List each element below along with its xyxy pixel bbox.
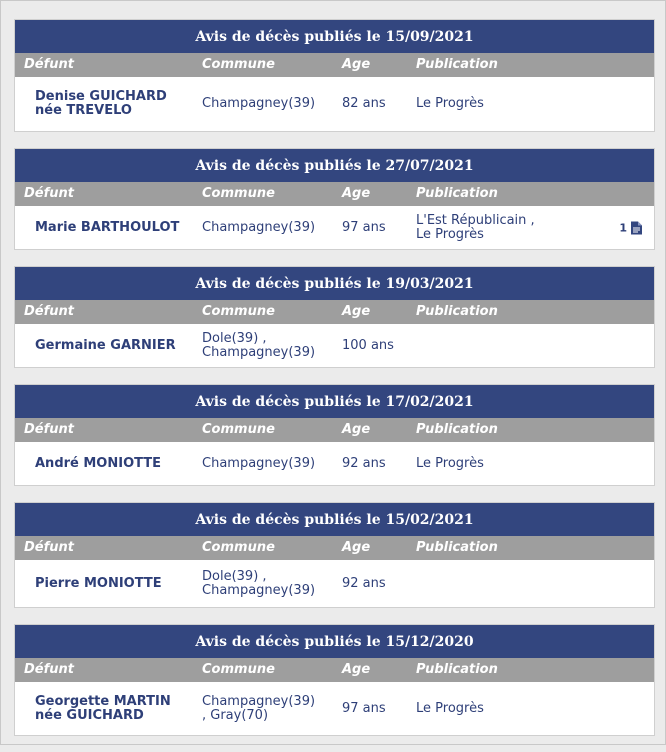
header-defunt: Défunt <box>24 304 74 319</box>
column-header-row <box>15 182 654 206</box>
header-defunt: Défunt <box>24 662 74 677</box>
defunt-name-line[interactable]: André MONIOTTE <box>35 455 162 471</box>
document-icon <box>631 221 642 234</box>
notice-card-title: Avis de décès publiés le 19/03/2021 <box>15 267 654 300</box>
defunt-name[interactable] <box>35 577 200 591</box>
commune-value <box>202 332 337 360</box>
defunt-name-line[interactable]: Denise GUICHARD <box>35 89 167 104</box>
notice-card-title: Avis de décès publiés le 27/07/2021 <box>15 149 654 182</box>
publication-value <box>416 97 566 111</box>
attachment-link[interactable] <box>619 221 642 234</box>
notice-row <box>15 442 654 485</box>
commune-value <box>202 570 337 598</box>
commune-value <box>202 221 337 235</box>
defunt-name-line[interactable]: Pierre MONIOTTE <box>35 575 162 591</box>
notice-card <box>14 19 655 132</box>
header-publication: Publication <box>416 186 498 201</box>
header-publication: Publication <box>416 422 498 437</box>
defunt-name-line[interactable]: née TREVELO <box>35 103 132 118</box>
header-commune: Commune <box>202 304 275 319</box>
header-publication: Publication <box>416 540 498 555</box>
publication-value <box>416 214 566 242</box>
commune-value-line: , Gray(70) <box>202 707 269 723</box>
column-header-row <box>15 658 654 682</box>
attachment-count: 1 <box>619 221 627 234</box>
notice-row <box>15 560 654 607</box>
commune-value-line: Champagney(39) <box>202 582 316 598</box>
defunt-name[interactable] <box>35 695 200 723</box>
notice-card <box>14 148 655 250</box>
defunt-name[interactable] <box>35 90 200 118</box>
commune-value <box>202 457 337 471</box>
header-defunt: Défunt <box>24 186 74 201</box>
notice-row <box>15 77 654 131</box>
notice-card <box>14 624 655 736</box>
commune-value-line: Champagney(39) <box>202 96 316 111</box>
defunt-name-line[interactable]: Marie BARTHOULOT <box>35 219 180 235</box>
publication-value-line: Le Progrès <box>416 455 484 471</box>
notice-card <box>14 502 655 608</box>
header-commune: Commune <box>202 662 275 677</box>
notice-row <box>15 206 654 249</box>
header-commune: Commune <box>202 57 275 72</box>
header-publication: Publication <box>416 304 498 319</box>
age-value: 100 ans <box>342 337 394 353</box>
publication-value-line: Le Progrès <box>416 226 484 242</box>
age-value: 82 ans <box>342 96 386 111</box>
header-age: Age <box>342 540 371 555</box>
column-header-row <box>15 418 654 442</box>
header-publication: Publication <box>416 57 498 72</box>
commune-value-line: Dole(39) , <box>202 330 267 346</box>
publication-value <box>416 457 566 471</box>
notice-card <box>14 266 655 368</box>
notice-card-title: Avis de décès publiés le 17/02/2021 <box>15 385 654 418</box>
header-defunt: Défunt <box>24 540 74 555</box>
notice-card <box>14 384 655 486</box>
death-notices-list <box>14 19 655 752</box>
commune-value-line: Champagney(39) <box>202 219 316 235</box>
age-value: 97 ans <box>342 219 386 235</box>
commune-value <box>202 695 337 723</box>
age-value: 92 ans <box>342 575 386 591</box>
header-defunt: Défunt <box>24 57 74 72</box>
defunt-name[interactable] <box>35 339 200 353</box>
header-commune: Commune <box>202 422 275 437</box>
commune-value-line: Champagney(39) <box>202 455 316 471</box>
notice-row <box>15 682 654 735</box>
header-publication: Publication <box>416 662 498 677</box>
header-defunt: Défunt <box>24 422 74 437</box>
publication-value-line: L'Est Républicain , <box>416 212 535 228</box>
header-commune: Commune <box>202 540 275 555</box>
publication-value-line: Le Progrès <box>416 700 484 716</box>
column-header-row <box>15 536 654 560</box>
notice-card-title: Avis de décès publiés le 15/12/2020 <box>15 625 654 658</box>
age-value: 97 ans <box>342 700 386 716</box>
defunt-name-line[interactable]: Georgette MARTIN <box>35 693 171 709</box>
column-header-row <box>15 53 654 77</box>
header-age: Age <box>342 57 371 72</box>
notice-row <box>15 324 654 367</box>
header-age: Age <box>342 304 371 319</box>
column-header-row <box>15 300 654 324</box>
notice-card-title: Avis de décès publiés le 15/02/2021 <box>15 503 654 536</box>
publication-value-line: Le Progrès <box>416 96 484 111</box>
commune-value-line: Champagney(39) <box>202 344 316 360</box>
header-age: Age <box>342 662 371 677</box>
commune-value <box>202 97 337 111</box>
defunt-name[interactable] <box>35 221 200 235</box>
header-age: Age <box>342 422 371 437</box>
commune-value-line: Champagney(39) <box>202 693 316 709</box>
defunt-name-line[interactable]: née GUICHARD <box>35 707 144 723</box>
defunt-name[interactable] <box>35 457 200 471</box>
notice-card-title: Avis de décès publiés le 15/09/2021 <box>15 20 654 53</box>
header-commune: Commune <box>202 186 275 201</box>
publication-value <box>416 702 566 716</box>
age-value: 92 ans <box>342 455 386 471</box>
commune-value-line: Dole(39) , <box>202 568 267 584</box>
defunt-name-line[interactable]: Germaine GARNIER <box>35 337 176 353</box>
header-age: Age <box>342 186 371 201</box>
